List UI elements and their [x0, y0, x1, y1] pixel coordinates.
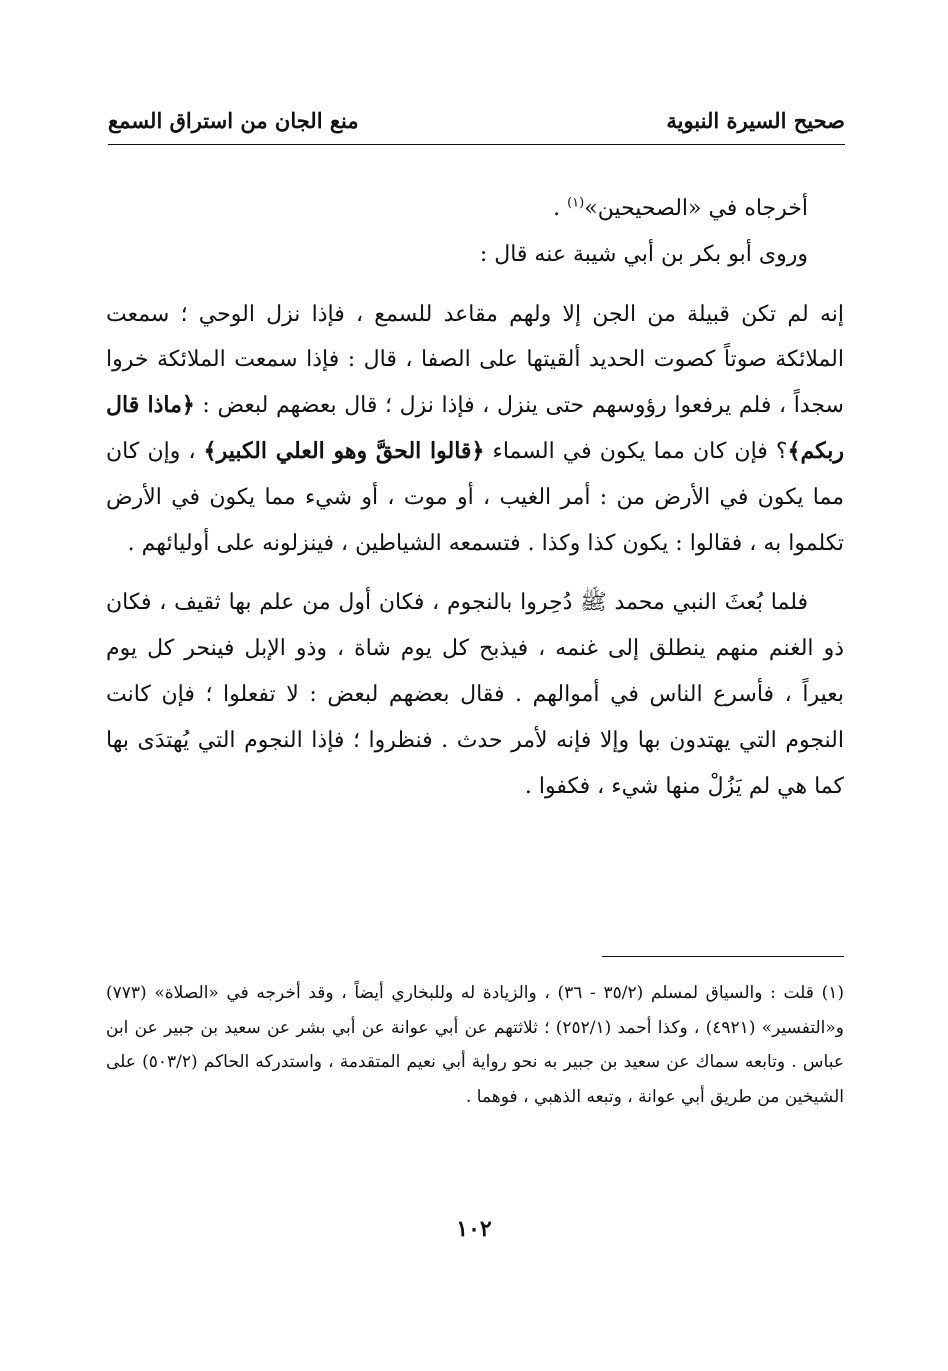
paragraph-attribution [106, 186, 844, 232]
book-title: صحيح السيرة النبوية [666, 108, 845, 133]
paragraph-narration [106, 292, 844, 567]
narration-part-1: إنه لم تكن قبيلة من الجن إلا ولهم مقاعد للسمع ، فإذا نزل الوحي ؛ سمعت الملائكة صوتاً كصوت الحديد ألقيتها على الصفا ، قال : فإذا سمعت الملائكة خروا سجداً ، فلم يرفعوا رؤوسهم حتى ينزل ، فإذا نزل ؛ قال بعضهم لبعض : [106, 301, 844, 419]
chapter-title: منع الجان من استراق السمع [108, 108, 359, 133]
paragraph-narration-intro: وروى أبو بكر بن أبي شيبة عنه قال : [479, 241, 808, 267]
main-text [106, 186, 844, 809]
attribution-text: أخرجاه في «الصحيحين» [584, 196, 808, 221]
footnote-section [106, 976, 844, 1114]
quran-quote-2: ﴿قالوا الحقَّ وهو العلي الكبير﴾ [203, 437, 485, 464]
paragraph-thaqif: فلما بُعثَ النبي محمد ﷺ دُحِروا بالنجوم ، فكان أول من علم بها ثقيف ، فكان ذو الغنم منهم ينطلق إلى غنمه ، فيذبح كل يوم شاة ، وذو الإبل فينحر كل يوم بعيراً ، فأسرع الناس في أموالهم . فقال بعضهم لبعض : لا تفعلوا ؛ فإن كانت النجوم التي يهتدون بها وإلا فإنه لأمر حدث . فنظروا ؛ فإذا النجوم التي يُهتدَى بها كما هي لم يَزُلْ منها شيء ، فكفوا . [106, 590, 844, 799]
page-number: ١٠٢ [456, 1216, 492, 1242]
narration-part-2: ؟ فإن كان مما يكون في السماء [492, 438, 788, 464]
narration-part-3: ، وإن كان مما يكون في الأرض من : أمر الغيب ، أو موت ، أو شيء مما يكون في الأرض تكلموا به ، فقالوا : يكون كذا وكذا . فتسمعه الشياطين ، فينزلونه على أوليائهم . [106, 438, 844, 556]
footnote-divider [602, 956, 844, 957]
footnote-1: (١) قلت : والسياق لمسلم (٣٥/٢ - ٣٦) ، والزيادة له وللبخاري أيضاً ، وقد أخرجه في «الصلاة» (٧٧٣) و«التفسير» (٤٩٢١) ، وكذا أحمد (٢٥٢/١) ؛ ثلاثتهم عن أبي عوانة عن أبي بشر عن سعيد بن جبير عن ابن عباس . وتابعه سماك عن سعيد بن جبير به نحو رواية أبي نعيم المتقدمة ، واستدركه الحاكم (٥٠٣/٢) على الشيخين من طريق أبي عوانة ، وتبعه الذهبي ، فوهما . [106, 983, 845, 1107]
attribution-end: . [553, 196, 568, 221]
footnote-reference: (١) [567, 195, 585, 211]
running-header [108, 104, 845, 145]
quran-quote-1: ﴿ماذا قال ربكم﴾ [106, 392, 845, 464]
